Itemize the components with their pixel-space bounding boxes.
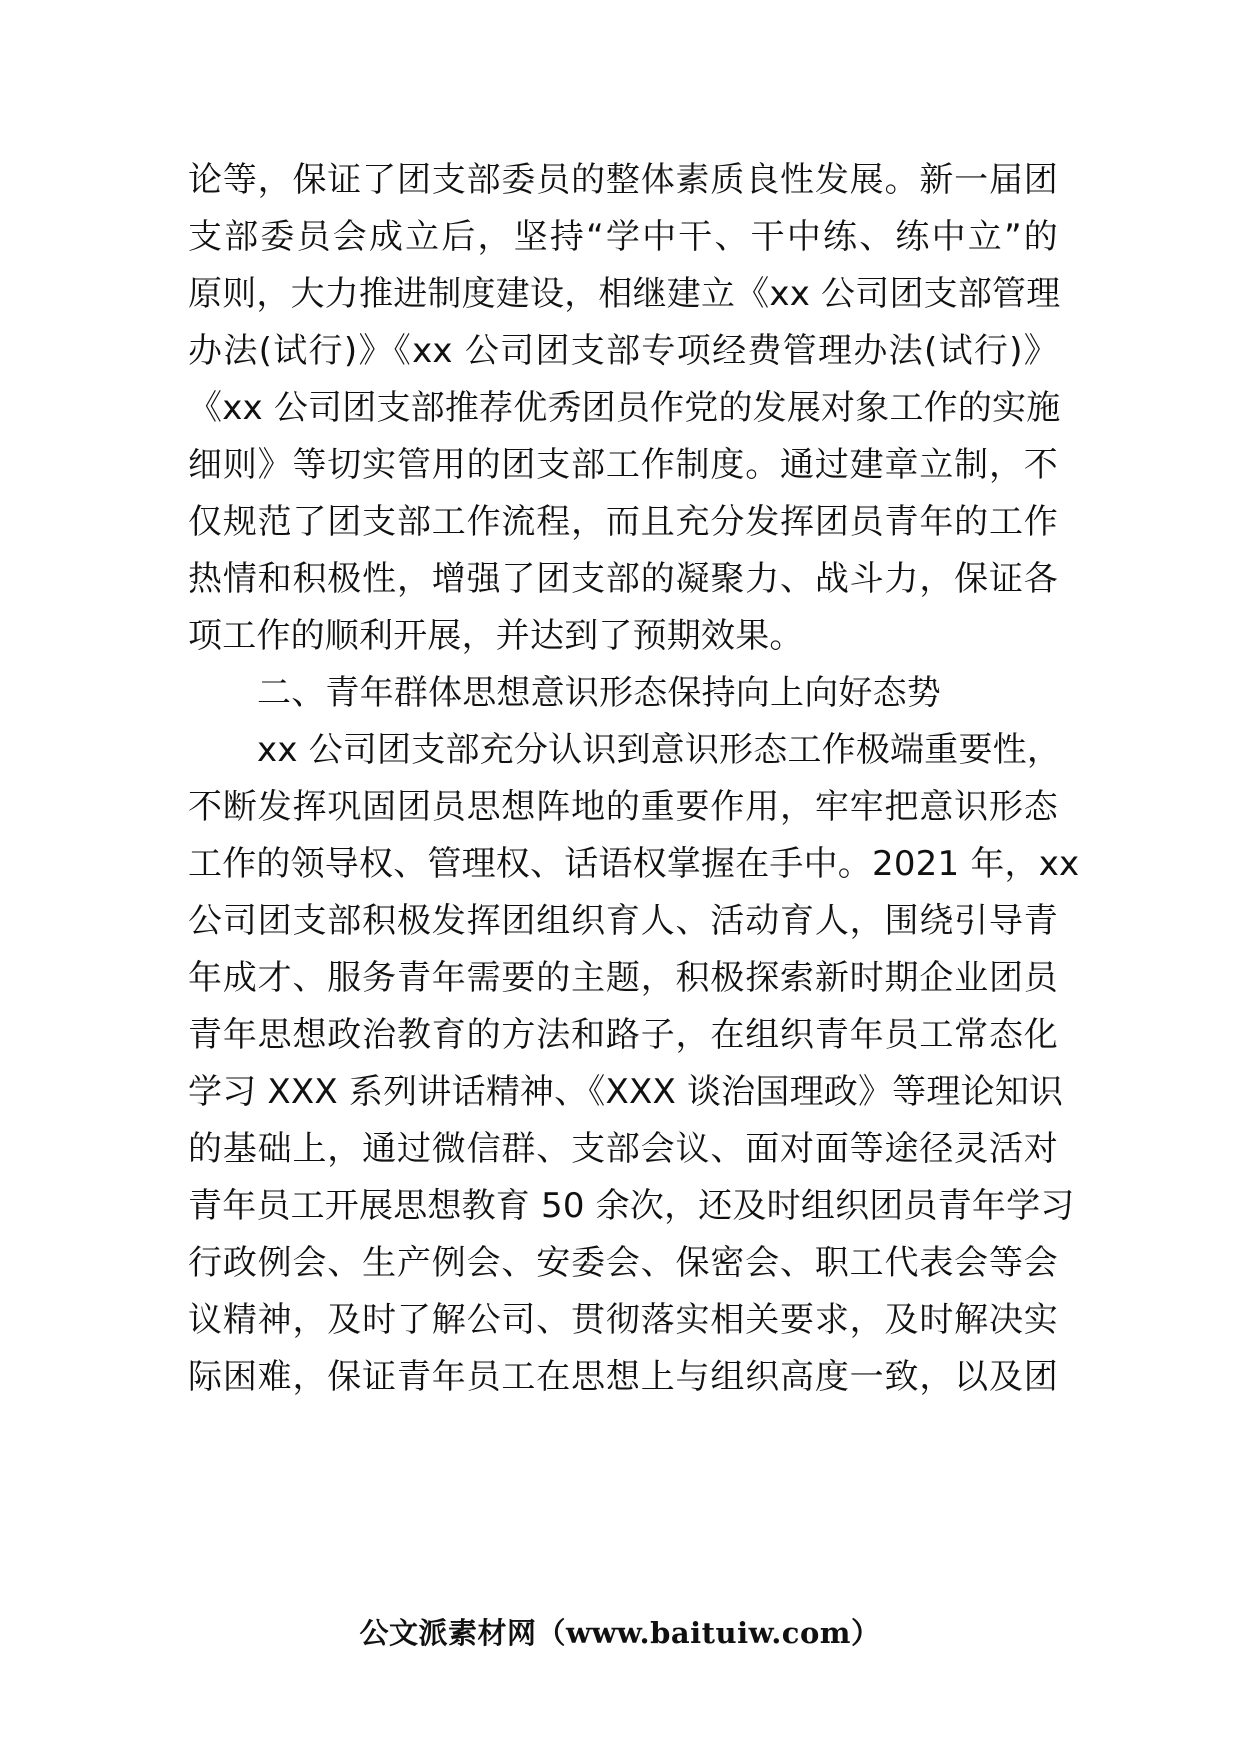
text-line: 公司团支部积极发挥团组织育人、活动育人，围绕引导青 bbox=[188, 901, 1058, 941]
text-line: 细则》等切实管用的团支部工作制度。通过建章立制，不 bbox=[188, 445, 1058, 485]
text-line: 青年思想政治教育的方法和路子，在组织青年员工常态化 bbox=[188, 1015, 1058, 1055]
text-line: 工作的领导权、管理权、话语权掌握在手中。2021 年，xx bbox=[188, 844, 1080, 884]
text-line: 原则，大力推进制度建设，相继建立《xx 公司团支部管理 bbox=[188, 274, 1061, 314]
text-line: 际困难，保证青年员工在思想上与组织高度一致，以及团 bbox=[188, 1357, 1058, 1397]
text-line: 办法(试行)》《xx 公司团支部专项经费管理办法(试行)》 bbox=[188, 331, 1058, 371]
text-line: 不断发挥巩固团员思想阵地的重要作用，牢牢把意识形态 bbox=[188, 787, 1058, 827]
text-line: 项工作的顺利开展，并达到了预期效果。 bbox=[188, 616, 804, 656]
text-line: 《xx 公司团支部推荐优秀团员作党的发展对象工作的实施 bbox=[188, 388, 1061, 428]
text-line: 行政例会、生产例会、安委会、保密会、职工代表会等会 bbox=[188, 1243, 1058, 1283]
footer-watermark: 公文派素材网（www.baituiw.com） bbox=[359, 1616, 881, 1650]
text-line: 仅规范了团支部工作流程，而且充分发挥团员青年的工作 bbox=[188, 502, 1058, 542]
section-heading: 二、青年群体思想意识形态保持向上向好态势 bbox=[257, 673, 941, 713]
text-line: 学习 XXX 系列讲话精神、《XXX 谈治国理政》等理论知识 bbox=[188, 1072, 1064, 1112]
text-line: 的基础上，通过微信群、支部会议、面对面等途径灵活对 bbox=[188, 1129, 1058, 1169]
text-line: 论等，保证了团支部委员的整体素质良性发展。新一届团 bbox=[188, 160, 1058, 200]
paragraph-first-line: xx 公司团支部充分认识到意识形态工作极端重要性， bbox=[257, 730, 1062, 770]
text-line: 年成才、服务青年需要的主题，积极探索新时期企业团员 bbox=[188, 958, 1058, 998]
text-line: 青年员工开展思想教育 50 余次，还及时组织团员青年学习 bbox=[188, 1186, 1075, 1226]
text-line: 支部委员会成立后，坚持“学中干、干中练、练中立”的 bbox=[188, 217, 1058, 257]
text-line: 热情和积极性，增强了团支部的凝聚力、战斗力，保证各 bbox=[188, 559, 1058, 599]
text-line: 议精神，及时了解公司、贯彻落实相关要求，及时解决实 bbox=[188, 1300, 1058, 1340]
